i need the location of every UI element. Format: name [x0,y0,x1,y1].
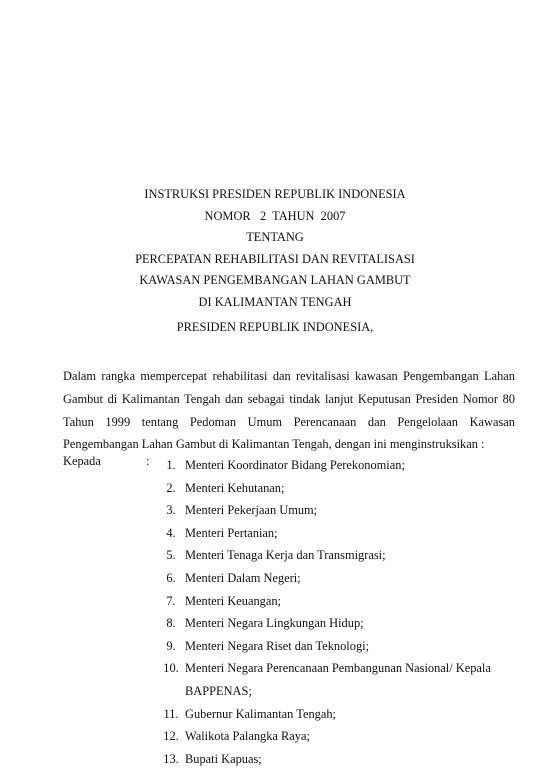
item-number: 4. [166,525,176,540]
list-item [157,612,517,635]
list-item [157,454,517,477]
title-line: KAWASAN PENGEMBANGAN LAHAN GAMBUT [139,273,411,288]
item-number: 8. [166,616,176,631]
item-text: Menteri Pertanian; [185,525,278,540]
item-text: Menteri Kehutanan; [185,480,285,495]
list-item [157,522,517,545]
item-text: Bupati Kapuas; [185,751,262,766]
item-number: 12. [163,729,179,744]
item-number: 7. [166,593,176,608]
item-number: 11. [163,706,179,721]
list-item [157,635,517,658]
list-item [157,590,517,613]
kepada-colon: : [146,454,150,468]
title-line: DI KALIMANTAN TENGAH [198,294,352,309]
item-text: Menteri Keuangan; [185,593,281,608]
item-number: 1. [166,458,176,472]
list-item [157,544,517,567]
item-number: 2. [166,480,176,495]
item-text: Menteri Pekerjaan Umum; [185,503,318,518]
item-text: Menteri Negara Perencanaan Pembangunan Nasional/ Kepala BAPPENAS; [185,661,491,698]
item-text: Menteri Negara Lingkungan Hidup; [185,616,364,631]
list-item [157,657,517,702]
title-line: INSTRUKSI PRESIDEN REPUBLIK INDONESIA [144,187,406,201]
preamble-paragraph: Dalam rangka mempercepat rehabilitasi dan revitalisasi kawasan Pengembangan Lahan Gambut di Kalimantan Tengah dan sebagai tindak lanjut Keputusan Presiden Nomor 80 Tahun 1999 tentang Pedoman Umum Perencanaan dan Pengelolaan Kawasan Pengembangan Lahan Gambut di Kalimantan Tengah, dengan ini menginstruksikan : [63,369,515,452]
list-item [157,499,517,522]
title-line: TENTANG [246,230,304,245]
list-item [157,703,517,726]
item-text: Gubernur Kalimantan Tengah; [185,706,336,721]
item-number: 6. [166,570,176,585]
list-item [157,477,517,500]
list-item [157,748,517,771]
item-text: Menteri Negara Riset dan Teknologi; [185,638,370,653]
item-number: 5. [166,548,176,563]
item-text: Menteri Tenaga Kerja dan Transmigrasi; [185,548,386,563]
title-line: PERCEPATAN REHABILITASI DAN REVITALISASI [135,251,415,266]
item-number: 9. [166,638,176,653]
list-item [157,567,517,590]
item-text: Menteri Koordinator Bidang Perekonomian; [185,458,405,472]
document-title [0,184,550,314]
item-number: 10. [163,661,179,676]
item-text: Menteri Dalam Negeri; [185,570,301,585]
list-item [157,725,517,748]
president-heading: PRESIDEN REPUBLIK INDONESIA, [176,320,374,334]
item-number: 13. [163,751,179,766]
kepada-label: Kepada [63,454,101,468]
item-text: Walikota Palangka Raya; [185,729,310,744]
title-line: NOMOR 2 TAHUN 2007 [204,208,346,223]
item-number: 3. [166,503,176,518]
recipient-list [157,454,517,770]
